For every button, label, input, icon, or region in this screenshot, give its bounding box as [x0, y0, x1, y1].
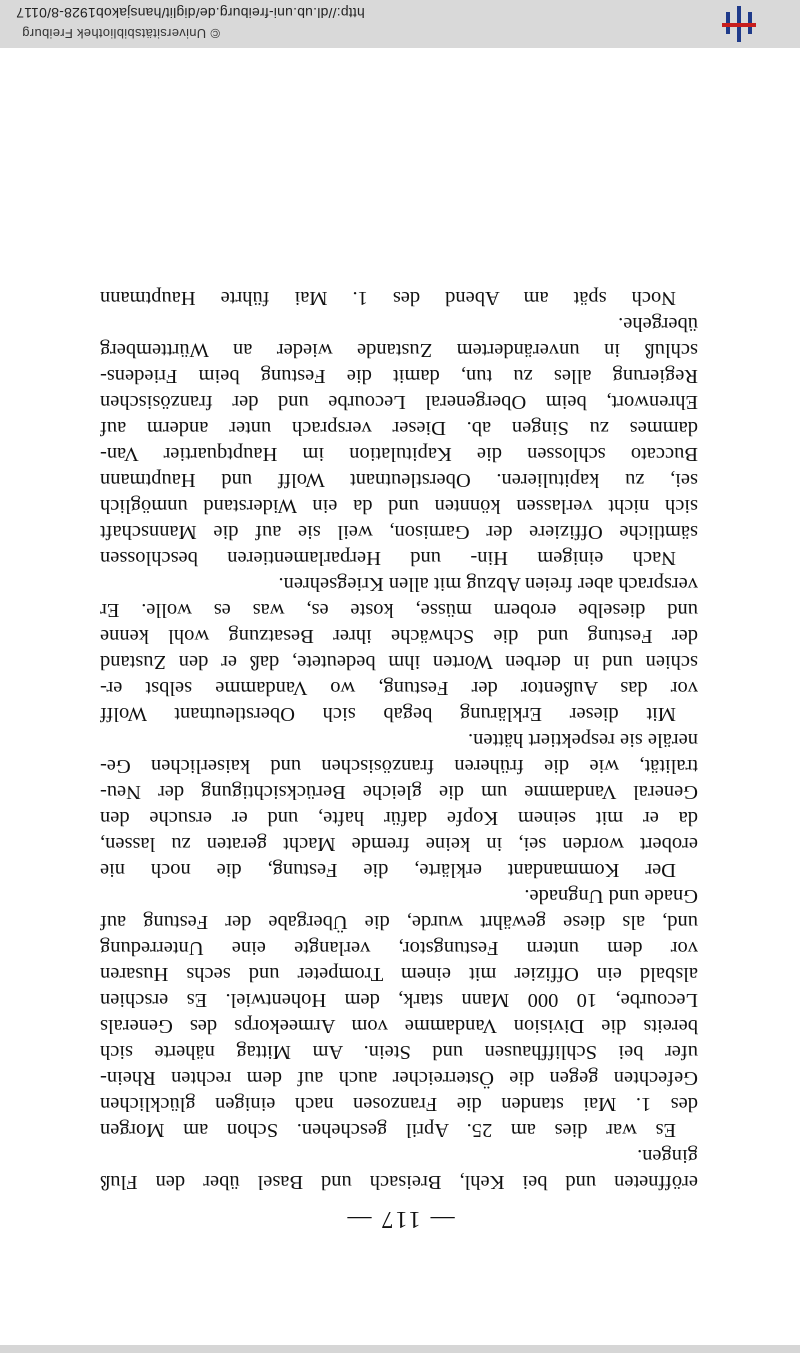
body-text	[100, 285, 698, 1195]
text-line: Gnade und Ungnade.	[524, 885, 698, 907]
text-line: tralität, wie die früheren französischen und kaiserlichen Ge-	[100, 755, 698, 777]
text-line: Es war dies am 25. April geschehen. Schon am Morgen	[100, 1119, 676, 1141]
page-number: — 117 —	[345, 1206, 455, 1232]
text-line: Regierung alles zu tun, damit die Festung beim Friedens-	[100, 365, 698, 387]
text-line: alsbald ein Offizier mit einem Trompeter und sechs Husaren	[100, 963, 698, 985]
viewer-footer	[0, 0, 800, 48]
university-logo-icon	[722, 6, 756, 42]
text-line: der Festung und die Schwäche ihrer Besatzung wohl kenne	[100, 625, 698, 647]
text-line: ufer bei Schliffhausen und Stein. Am Mittag näherte sich	[100, 1041, 698, 1063]
text-line: schien und in derben Worten ihm bedeutete, daß er den Zustand	[100, 651, 698, 673]
top-edge-bar	[0, 1345, 800, 1353]
copyright-credit: © Universitätsbibliothek Freiburg	[22, 26, 220, 41]
text-line: Gefechten gegen die Österreicher auch auf dem rechten Rhein-	[100, 1067, 698, 1089]
text-line: Lecourbe, 10 000 Mann stark, dem Hohentwiel. Es erschien	[100, 989, 698, 1011]
text-line: bereits die Division Vandamme vom Armeekorps des Generals	[100, 1015, 698, 1037]
text-line: sämtliche Offiziere der Garnison, weil sie auf die Mannschaft	[100, 521, 698, 543]
text-line: Ehrenwort, beim Obergeneral Lecourbe und der französischen	[100, 391, 698, 413]
text-line: des 1. Mai standen die Franzosen nach einigen glücklichen	[100, 1093, 698, 1115]
text-line: Nach einigem Hin- und Herparlamentieren beschlossen	[100, 547, 676, 569]
text-line: da er mit seinem Kopfe dafür hafte, und er ersuche den	[100, 807, 698, 829]
text-line: General Vandamme um die gleiche Berücksichtigung der Neu-	[100, 781, 698, 803]
text-line: Noch spät am Abend des 1. Mai führte Hauptmann	[100, 287, 676, 309]
text-line: Mit dieser Erklärung begab sich Oberstleutnant Wolff	[100, 703, 676, 725]
text-line: übergehe.	[618, 313, 698, 335]
text-line: vor das Außentor der Festung, wo Vandamme selbst er-	[100, 677, 698, 699]
text-line: neräle sie respektiert hätten.	[468, 729, 698, 751]
text-line: Buccato schlossen die Kapitulation im Hauptquartier Van-	[100, 443, 698, 465]
text-line: und, als diese gewährt wurde, die Übergabe der Festung auf	[100, 911, 698, 933]
text-line: erobert worden sei, in keine fremde Macht geraten zu lassen,	[100, 833, 698, 855]
text-line: versprach aber freien Abzug mit allen Kriegsehren.	[278, 573, 698, 595]
text-line: gingen.	[637, 1145, 698, 1167]
text-line: sei, zu kapitulieren. Oberstleutnant Wolff und Hauptmann	[100, 469, 698, 491]
text-line: Der Kommandant erklärte, die Festung, die noch nie	[100, 859, 676, 881]
source-url-link[interactable]: http://dl.ub.uni-freiburg.de/diglit/hansjakob1928-8/0117	[16, 5, 365, 21]
text-line: eröffneten und bei Kehl, Breisach und Basel über den Fluß	[100, 1171, 698, 1193]
text-line: schluß in unverändertem Zustande wieder an Württemberg	[100, 339, 698, 361]
text-line: sich nicht verlassen könnten und da ein Widerstand unmöglich	[100, 495, 698, 517]
text-line: dammes zu Singen ab. Dieser versprach unter anderm auf	[100, 417, 698, 439]
text-line: vor dem untern Festungstor, verlangte eine Unterredung	[100, 937, 698, 959]
text-line: und dieselbe erobern müsse, koste es, was es wolle. Er	[100, 599, 698, 621]
